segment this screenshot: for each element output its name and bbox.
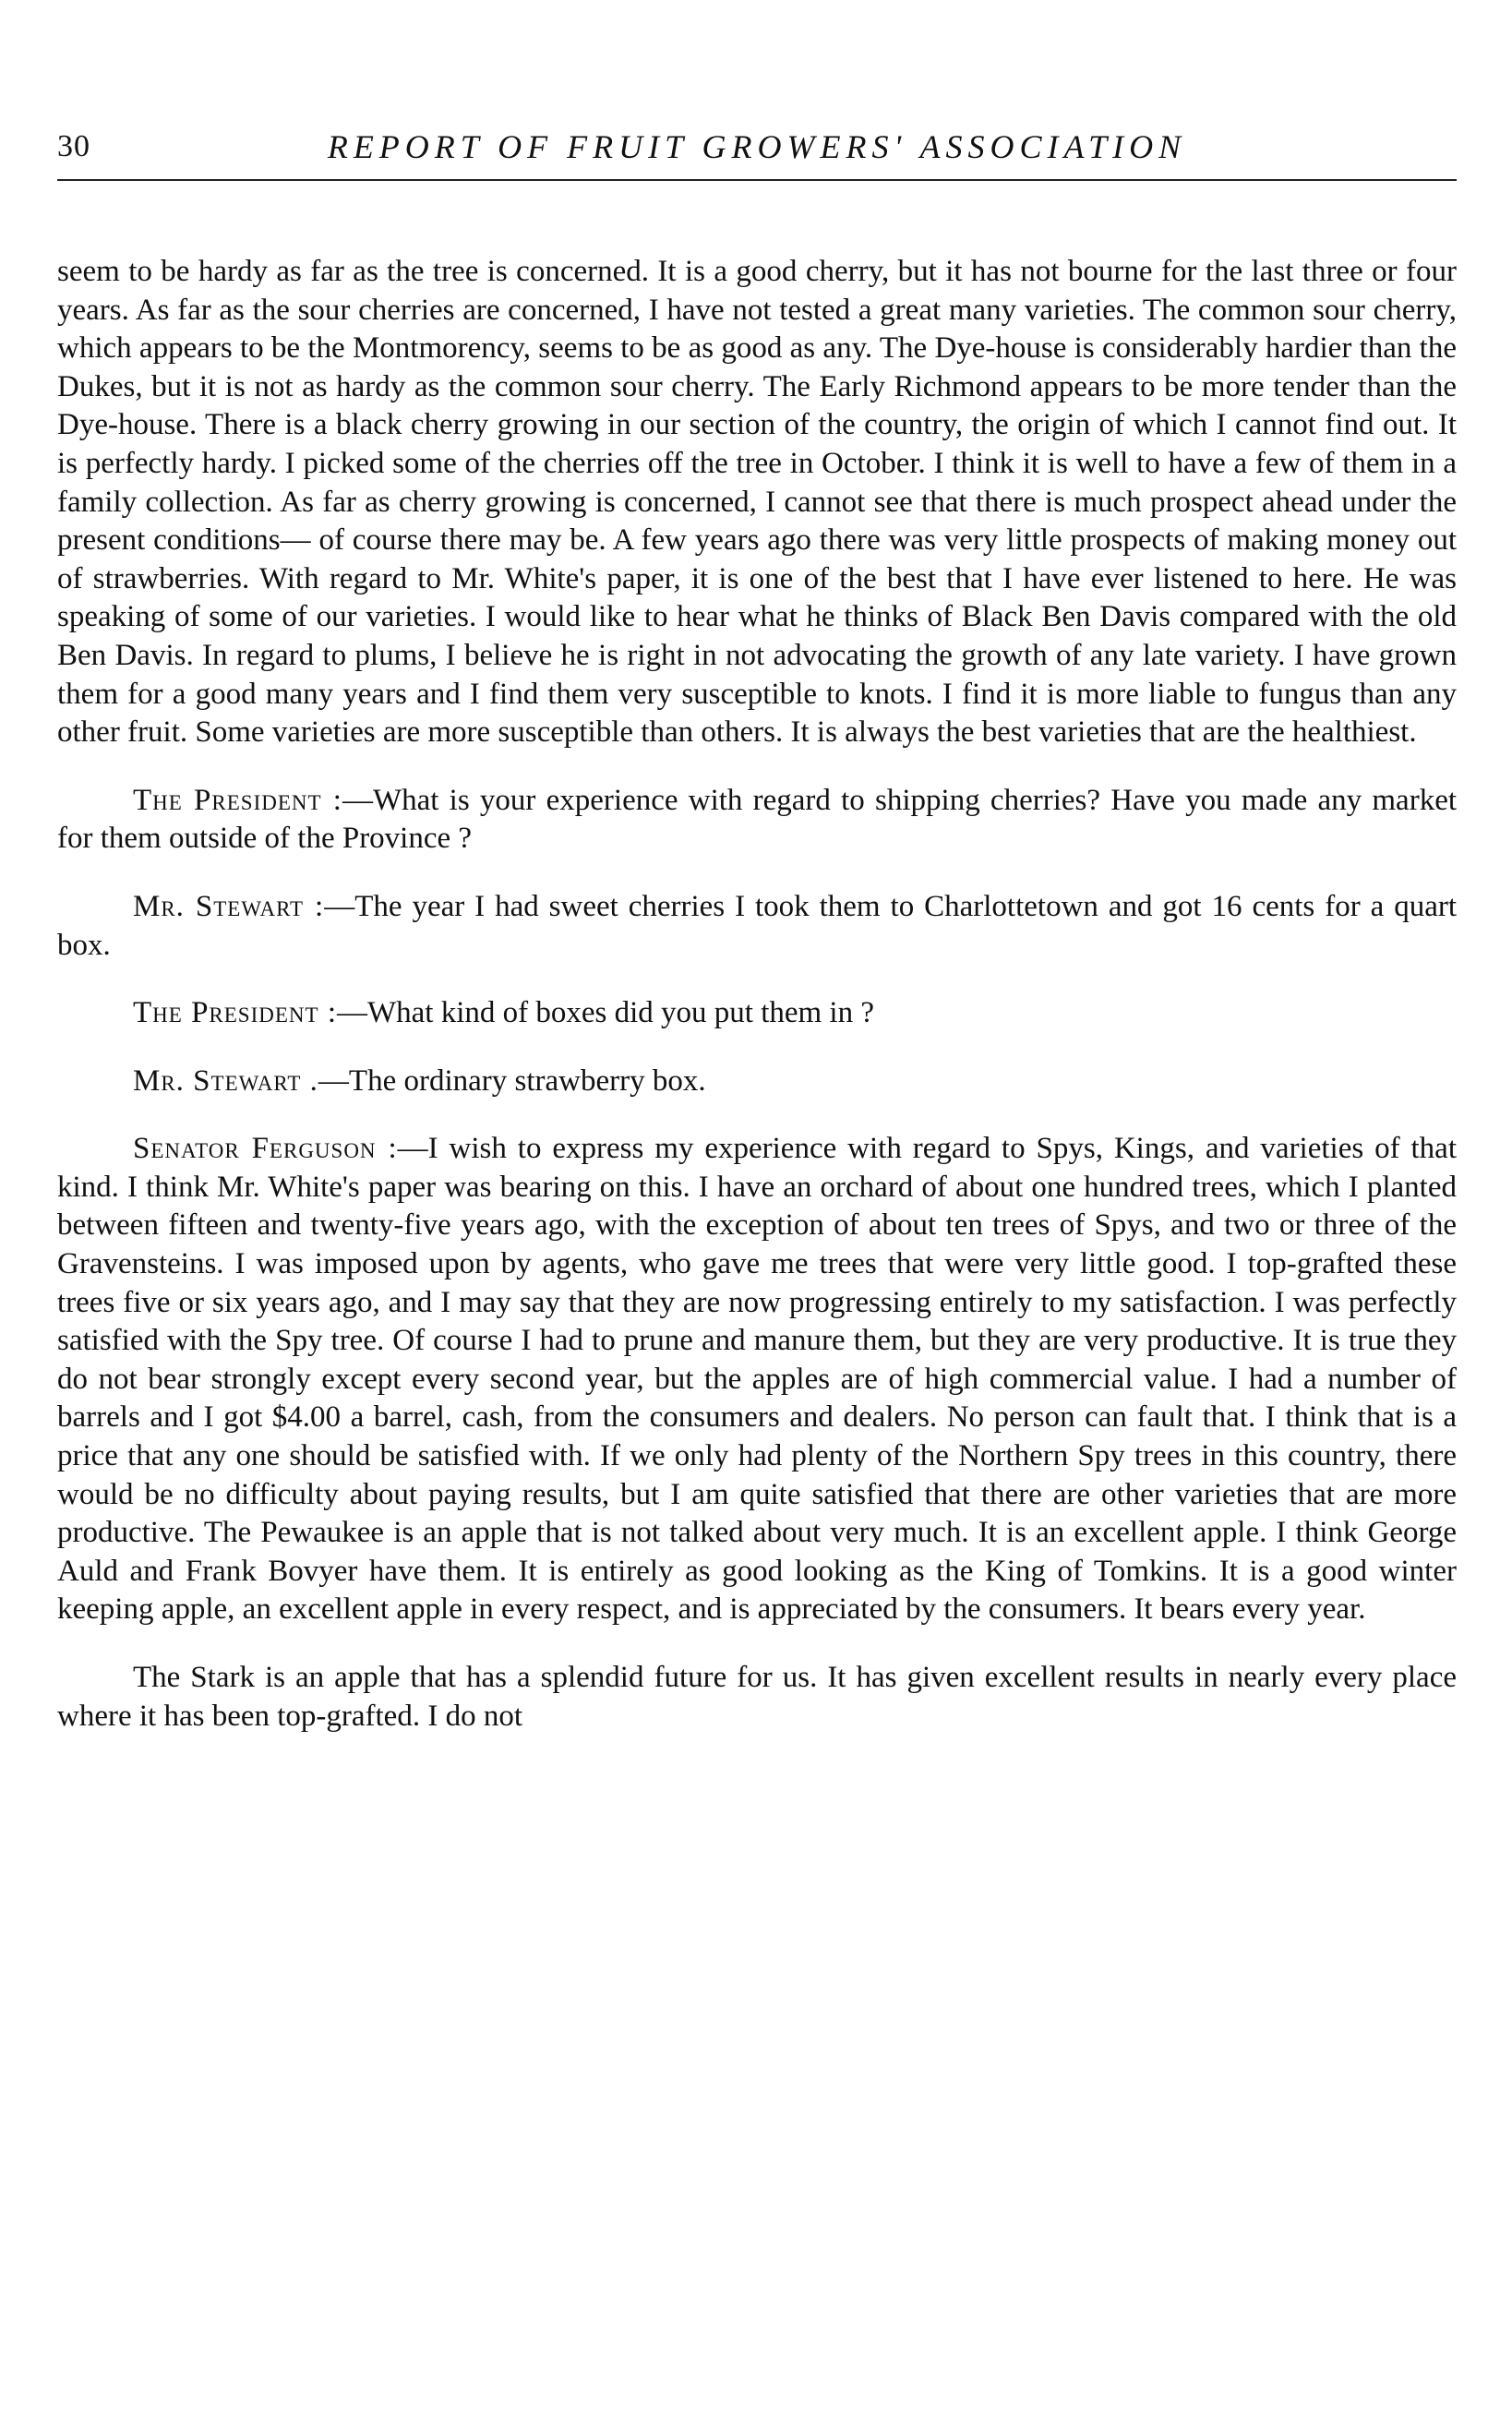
paragraph xyxy=(57,1130,1457,1629)
speaker-name: Mr. Stewart . xyxy=(133,1063,318,1098)
paragraph-text: —I wish to express my experience with regard to Spys, Kings, and varieties of that kind. I think Mr. White's paper was bearing on this. I have an orchard of about one hundred trees, which I planted between fifteen and twenty-five years ago, with the exception of about ten trees of Spys, and two or three of the Gravensteins. I was imposed upon by agents, who gave me trees that were very little good. I top-grafted these trees five or six years ago, and I may say that they are now progressing entirely to my satisfaction. I was perfectly satisfied with the Spy tree. Of course I had to prune and manure them, but they are very productive. It is true they do not bear strongly except every second year, but the apples are of high commercial value. I had a number of barrels and I got $4.00 a barrel, cash, from the consumers and dealers. No person can fault that. I think that is a price that any one should be satisfied with. If we only had plenty of the Northern Spy trees in this country, there would be no difficulty about paying results, but I am quite satisfied that there are other varieties that are more productive. The Pewaukee is an apple that is not talked about very much. It is an excellent apple. I think George Auld and Frank Bovyer have them. It is entirely as good looking as the King of Tomkins. It is a good winter keeping apple, an excellent apple in every respect, and is appreciated by the consumers. It bears every year. xyxy=(57,1132,1457,1627)
body-text xyxy=(57,253,1457,1736)
speaker-name: The President : xyxy=(133,996,337,1030)
paragraph-text: —The ordinary strawberry box. xyxy=(318,1063,706,1098)
paragraph-text: —What kind of boxes did you put them in ? xyxy=(337,996,874,1030)
paragraph xyxy=(57,1659,1457,1736)
speaker-name: The President : xyxy=(133,783,342,817)
paragraph-text: —The year I had sweet cherries I took them to Charlottetown and got 16 cents for a quart box. xyxy=(57,889,1457,962)
running-title: REPORT OF FRUIT GROWERS' ASSOCIATION xyxy=(327,128,1187,165)
paragraph xyxy=(57,888,1457,965)
paragraph xyxy=(57,253,1457,752)
paragraph xyxy=(57,1063,1457,1101)
speaker-name: Senator Ferguson : xyxy=(133,1132,398,1166)
paragraph xyxy=(57,994,1457,1033)
paragraph-text: seem to be hardy as far as the tree is concerned. It is a good cherry, but it has not bourne for the last three or four years. As far as the sour cherries are concerned, I have not tested a great many varieties. The common sour cherry, which appears to be the Montmorency, seems to be as good as any. The Dye-house is considerably hardier than the Dukes, but it is not as hardy as the common sour cherry. The Early Richmond appears to be more tender than the Dye-house. There is a black cherry growing in our section of the country, the origin of which I cannot find out. It is perfectly hardy. I picked some of the cherries off the tree in October. I think it is well to have a few of them in a family collection. As far as cherry growing is concerned, I cannot see that there is much prospect ahead under the present conditions— of course there may be. A few years ago there was very little prospects of making money out of strawberries. With regard to Mr. White's paper, it is one of the best that I have ever listened to here. He was speaking of some of our varieties. I would like to hear what he thinks of Black Ben Davis compared with the old Ben Davis. In regard to plums, I believe he is right in not advocating the growth of any late variety. I have grown them for a good many years and I find them very susceptible to knots. I find it is more liable to fungus than any other fruit. Some varieties are more susceptible than others. It is always the best varieties that are the healthiest. xyxy=(57,255,1457,750)
paragraph-text: The Stark is an apple that has a splendid future for us. It has given excellent results in nearly every place where it has been top-grafted. I do not xyxy=(57,1661,1457,1733)
speaker-name: Mr. Stewart : xyxy=(133,889,325,923)
page-number: 30 xyxy=(57,129,90,163)
paragraph xyxy=(57,782,1457,859)
paragraph-text: —What is your experience with regard to shipping cherries? Have you made any market for them outside of the Province ? xyxy=(57,783,1458,856)
document-page xyxy=(57,120,1457,1765)
running-header xyxy=(57,120,1457,181)
